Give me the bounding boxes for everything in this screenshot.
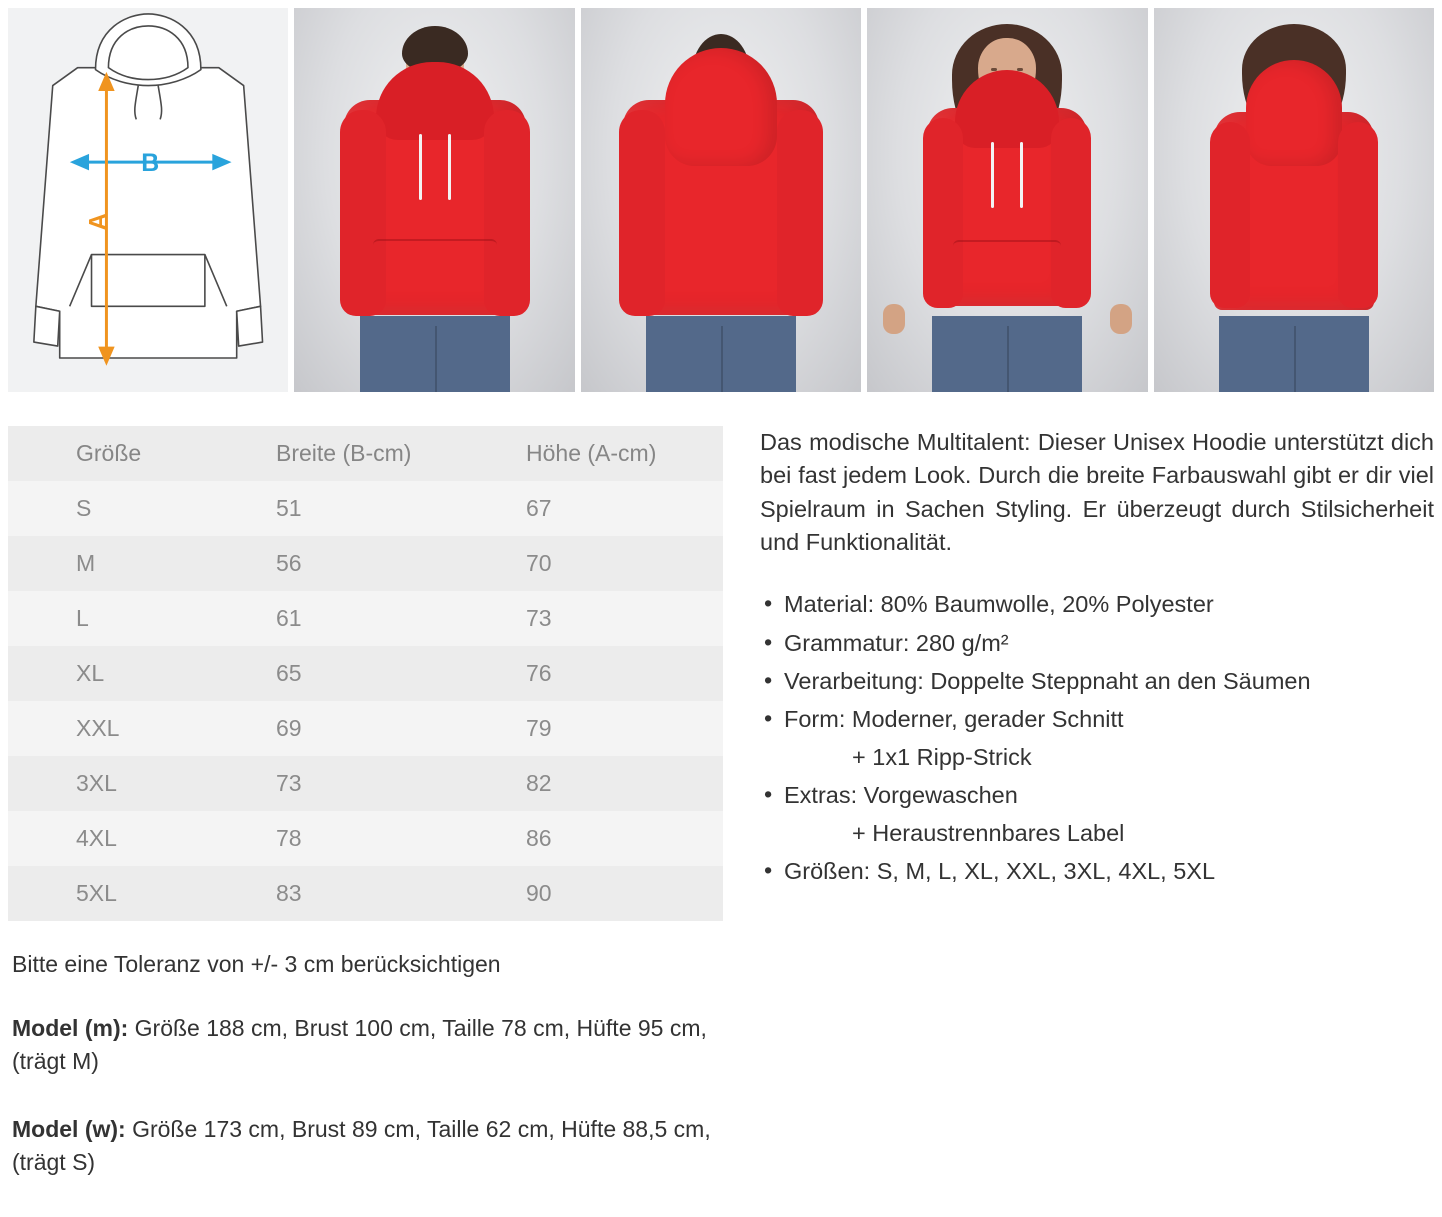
cell-width: 61 (276, 605, 302, 631)
hood-back (1246, 60, 1342, 166)
cell-width: 78 (276, 825, 302, 851)
cell-size: L (76, 605, 89, 631)
table-row (8, 866, 723, 921)
spec-list (760, 585, 1434, 890)
diagram-label-a: A (85, 212, 113, 231)
spec-item-extras-detail: + Heraustrennbares Label (852, 819, 1125, 846)
hand-left (883, 304, 905, 334)
cell-width: 73 (276, 770, 302, 796)
model-male-label: Model (m): (12, 1015, 129, 1041)
spec-item-material: • Material: 80% Baumwolle, 20% Polyester (760, 585, 1434, 623)
cell-height: 76 (526, 660, 552, 686)
spec-item-construction: • Verarbeitung: Doppelte Steppnaht an den Säumen (760, 662, 1434, 700)
cell-size: XL (76, 660, 105, 686)
table-header-row (8, 426, 723, 481)
spec-item-sizes: • Größen: S, M, L, XL, XXL, 3XL, 4XL, 5XL (760, 852, 1434, 890)
cell-size: M (76, 550, 96, 576)
jeans (360, 316, 510, 392)
jeans (1219, 316, 1369, 392)
cell-size: 5XL (76, 880, 117, 906)
model-female-text: Größe 173 cm, Brust 89 cm, Taille 62 cm, Hüfte 88,5 cm, (trägt S) (12, 1115, 711, 1176)
cell-height: 67 (526, 495, 552, 521)
sleeve-right (1338, 122, 1378, 308)
drawstring-left (419, 134, 422, 200)
gallery-image-female-back[interactable] (1154, 8, 1434, 392)
cell-height: 73 (526, 605, 552, 631)
cell-width: 83 (276, 880, 302, 906)
cell-width: 69 (276, 715, 302, 741)
model-male-info (12, 1012, 730, 1079)
tolerance-note: Bitte eine Toleranz von +/- 3 cm berücksichtigen (12, 951, 501, 977)
table-row (8, 701, 723, 756)
column-header-width: Breite (B-cm) (276, 440, 412, 466)
model-female-back (1154, 8, 1434, 392)
cell-size: S (76, 495, 92, 521)
sleeve-left (1210, 122, 1250, 308)
jeans (932, 316, 1082, 392)
hoodie-garment (1214, 112, 1374, 310)
sleeve-right (777, 110, 823, 316)
jeans (646, 316, 796, 392)
cell-size: XXL (76, 715, 120, 741)
spec-item-extras: • Extras: Vorgewaschen (760, 776, 1434, 814)
model-male-front (294, 8, 574, 392)
sleeve-left (619, 110, 665, 316)
column-header-height: Höhe (A-cm) (526, 440, 657, 466)
cell-height: 86 (526, 825, 552, 851)
hoodie-garment (623, 100, 819, 315)
table-row (8, 591, 723, 646)
cell-height: 82 (526, 770, 552, 796)
hoodie-garment (344, 100, 526, 315)
cell-height: 90 (526, 880, 552, 906)
cell-height: 70 (526, 550, 552, 576)
hood-back (665, 48, 777, 166)
size-table (8, 426, 723, 921)
product-image-gallery (0, 0, 1442, 392)
kangaroo-pocket (373, 239, 497, 299)
kangaroo-pocket (953, 240, 1061, 290)
drawstring-right (1020, 142, 1023, 208)
size-section (8, 426, 730, 1179)
gallery-image-male-front[interactable] (294, 8, 574, 392)
hoodie-garment (927, 108, 1087, 306)
cell-width: 56 (276, 550, 302, 576)
model-male-text: Größe 188 cm, Brust 100 cm, Taille 78 cm, Hüfte 95 cm, (trägt M) (12, 1015, 707, 1075)
hood (376, 62, 494, 140)
cell-height: 79 (526, 715, 552, 741)
cell-size: 4XL (76, 825, 117, 851)
model-female-front (867, 8, 1147, 392)
model-male-back (581, 8, 861, 392)
table-row (8, 756, 723, 811)
spec-item-shape: • Form: Moderner, gerader Schnitt (760, 700, 1434, 738)
hand-right (1110, 304, 1132, 334)
table-row (8, 811, 723, 866)
gallery-image-male-back[interactable] (581, 8, 861, 392)
product-description: Das modische Multitalent: Dieser Unisex Hoodie unterstützt dich bei fast jedem Look. Durch die breite Farbauswahl gibt er dir viel Spielraum in Sachen Styling. Er überzeugt durch Stilsicherheit und Funktionalität. (760, 429, 1434, 556)
table-row (8, 481, 723, 536)
drawstring-left (991, 142, 994, 208)
model-female-label: Model (w): (12, 1115, 126, 1142)
cell-width: 51 (276, 495, 302, 521)
cell-size: 3XL (76, 770, 117, 796)
spec-item-weight: • Grammatur: 280 g/m² (760, 624, 1434, 662)
spec-item-shape-detail: + 1x1 Ripp-Strick (852, 743, 1032, 770)
gallery-image-technical-drawing[interactable] (8, 8, 288, 392)
column-header-size: Größe (76, 440, 142, 466)
hoodie-measurement-diagram (8, 8, 288, 390)
description-section (730, 426, 1434, 1179)
diagram-label-b: B (141, 150, 160, 178)
gallery-image-female-front[interactable] (867, 8, 1147, 392)
table-row (8, 536, 723, 591)
drawstring-right (448, 134, 451, 200)
table-row (8, 646, 723, 701)
model-female-info (12, 1113, 730, 1180)
cell-width: 65 (276, 660, 302, 686)
